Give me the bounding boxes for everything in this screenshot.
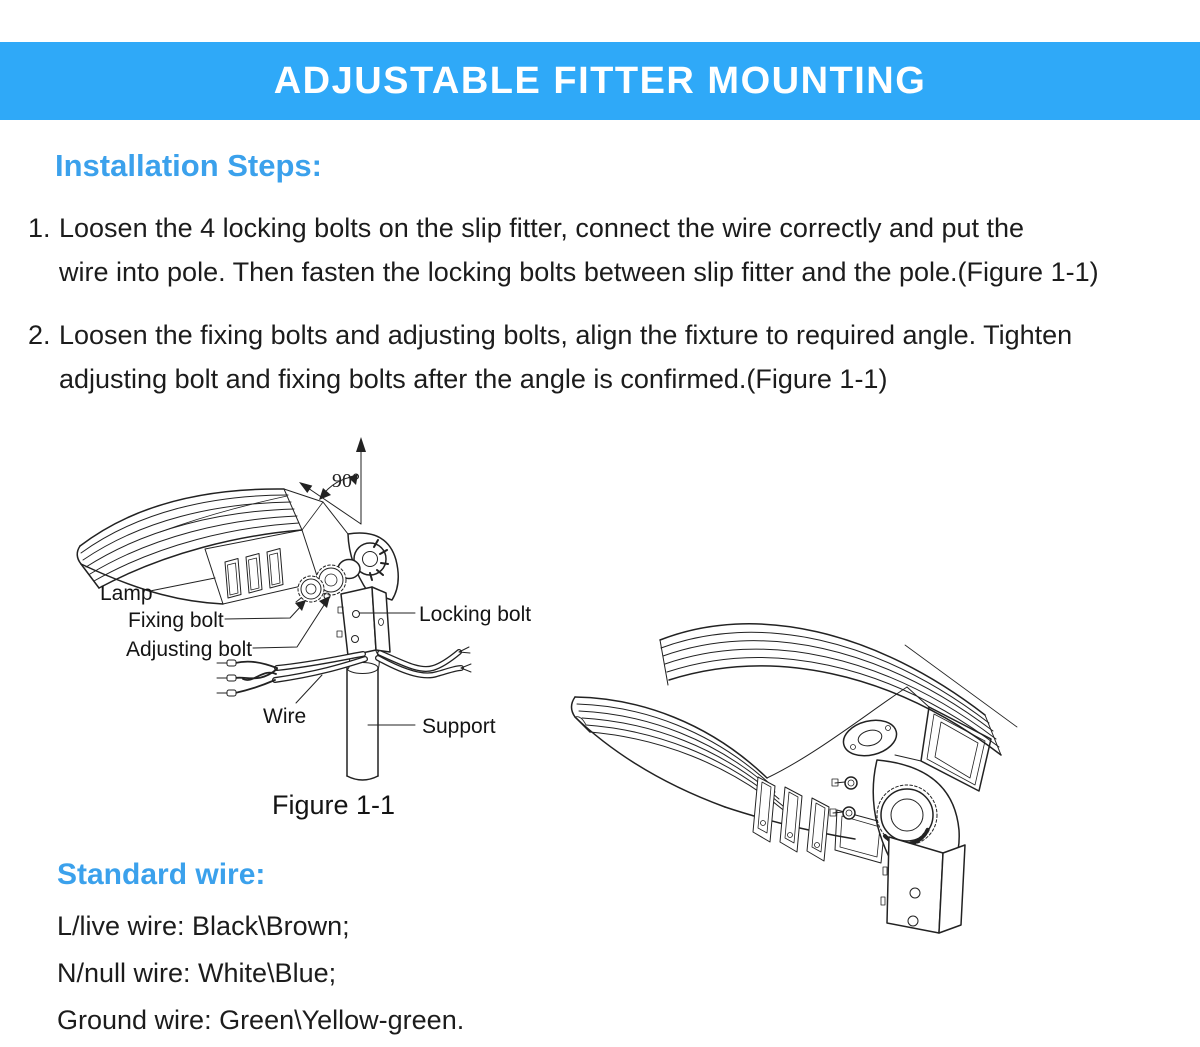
fixing-bolt-drawing	[296, 598, 301, 602]
mounting-fins	[753, 777, 829, 861]
step-text-line: adjusting bolt and fixing bolts after the angle is confirmed.(Figure 1-1)	[59, 364, 888, 394]
step-text-line: Loosen the 4 locking bolts on the slip fitter, connect the wire correctly and put the	[59, 213, 1025, 243]
support-label: Support	[422, 715, 496, 738]
top-cap-drawing	[840, 715, 901, 761]
standard-wire-list	[57, 903, 464, 1044]
square-post-drawing	[881, 837, 965, 933]
standard-wire-heading: Standard wire:	[57, 858, 266, 891]
step-text	[59, 313, 1188, 401]
support-pole-drawing	[347, 663, 378, 781]
live-wire-line: L/live wire: Black\Brown;	[57, 911, 350, 941]
banner-title: ADJUSTABLE FITTER MOUNTING	[273, 59, 927, 102]
wire-label: Wire	[263, 705, 307, 728]
figure-1-1-right-drawing	[555, 595, 1045, 945]
ground-wire-line: Ground wire: Green\Yellow-green.	[57, 1005, 465, 1035]
fixing-bolt-label: Fixing bolt	[128, 609, 224, 632]
step-text-line: Loosen the fixing bolts and adjusting bolts, align the fixture to required angle. Tighten	[59, 320, 1073, 350]
figure-caption: Figure 1-1	[272, 790, 396, 820]
null-wire-line: N/null wire: White\Blue;	[57, 958, 337, 988]
step-text	[59, 206, 1188, 294]
lamp-label: Lamp	[100, 582, 153, 605]
installation-step-2	[28, 313, 1188, 401]
locking-bolt-label: Locking bolt	[419, 603, 532, 626]
wire-fork-connector	[459, 647, 471, 672]
lamp-front-shell	[572, 687, 908, 839]
installation-steps-heading: Installation Steps:	[55, 148, 322, 183]
wire-connector	[217, 660, 236, 696]
angle-90-label: 90°	[332, 470, 360, 492]
wires-drawing	[217, 647, 471, 696]
banner	[0, 42, 1200, 120]
step-text-line: wire into pole. Then fasten the locking bolts between slip fitter and the pole.(Figure 1-1)	[59, 257, 1099, 287]
adjusting-bolt-label: Adjusting bolt	[126, 638, 253, 661]
installation-step-1	[28, 206, 1188, 294]
step-number: 1.	[28, 213, 51, 243]
step-number: 2.	[28, 320, 51, 350]
